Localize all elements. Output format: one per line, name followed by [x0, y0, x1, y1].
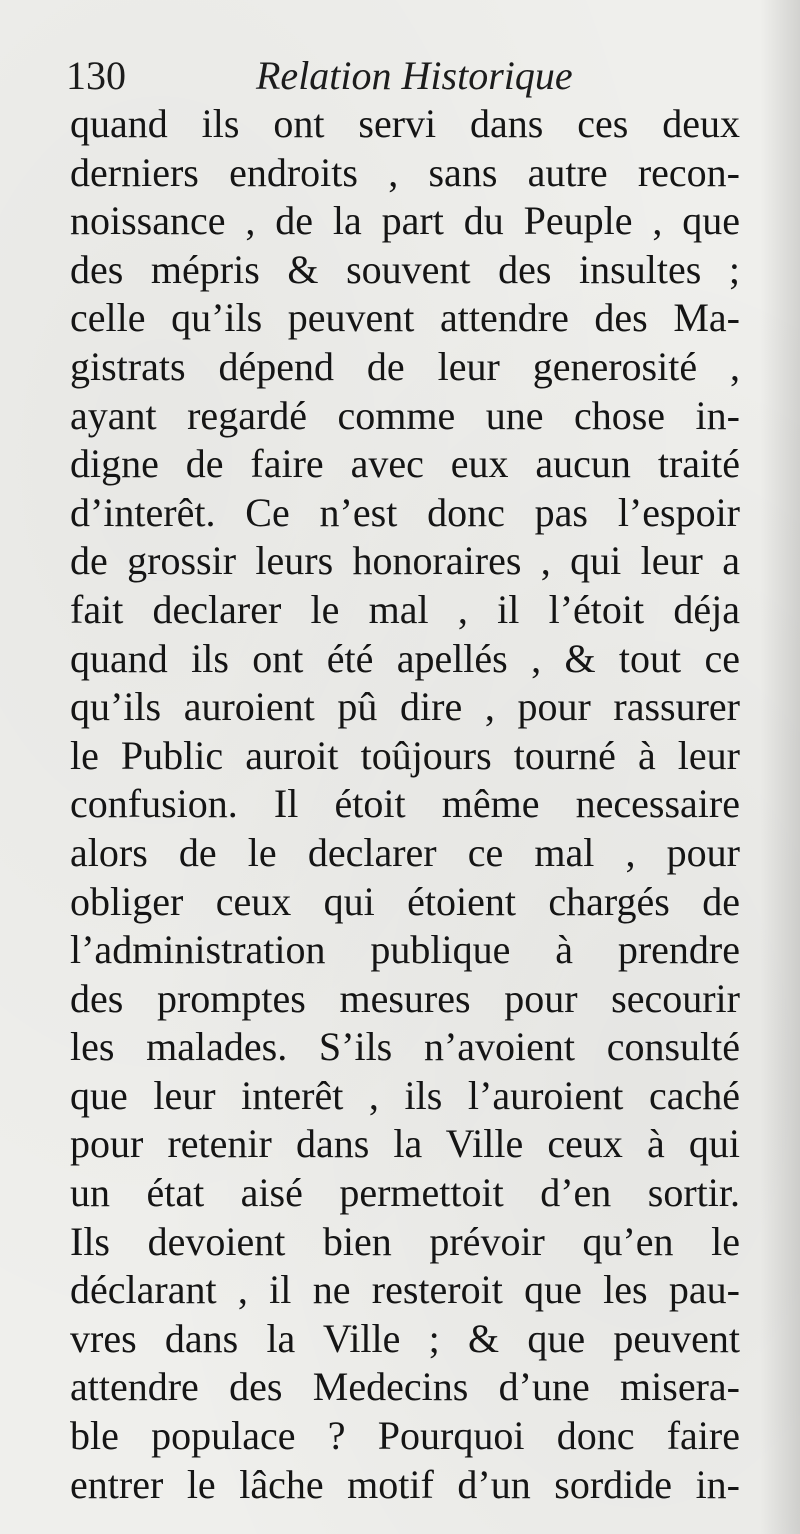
- text-line: l’administration publique à prendre: [70, 927, 740, 973]
- text-line: d’interêt. Ce n’est donc pas l’espoir: [70, 489, 740, 535]
- page-number: 130: [66, 53, 126, 98]
- text-line: quand ils ont été apellés , & tout ce: [70, 635, 740, 681]
- text-line: ayant regardé comme une chose in-: [70, 392, 740, 438]
- body-text: [70, 100, 740, 1509]
- text-line: confusion. Il étoit même necessaire: [70, 781, 740, 827]
- text-line: vres dans la Ville ; & que peuvent: [70, 1315, 740, 1361]
- text-line: entrer le lâche motif d’un sordide in-: [70, 1461, 740, 1507]
- running-head: [66, 50, 746, 102]
- text-line: déclarant , il ne resteroit que les pau-: [70, 1267, 740, 1313]
- text-line: noissance , de la part du Peuple , que: [70, 198, 740, 244]
- text-line: gistrats dépend de leur generosité ,: [70, 343, 740, 389]
- text-line: un état aisé permettoit d’en sortir.: [70, 1170, 740, 1216]
- text-line: alors de le declarer ce mal , pour: [70, 829, 740, 875]
- text-line: de grossir leurs honoraires , qui leur a: [70, 538, 740, 584]
- page-edge-shadow: [760, 0, 800, 1534]
- text-line: pour retenir dans la Ville ceux à qui: [70, 1121, 740, 1167]
- text-line: celle qu’ils peuvent attendre des Ma-: [70, 295, 740, 341]
- text-line: le Public auroit toûjours tourné à leur: [70, 732, 740, 778]
- text-line: quand ils ont servi dans ces deux: [70, 101, 740, 146]
- text-line: les malades. S’ils n’avoient consulté: [70, 1024, 740, 1070]
- text-line: que leur interêt , ils l’auroient caché: [70, 1072, 740, 1118]
- text-line: digne de faire avec eux aucun traité: [70, 441, 740, 487]
- text-line: fait declarer le mal , il l’étoit déja: [70, 586, 740, 632]
- text-line: des mépris & souvent des insultes ;: [70, 246, 740, 292]
- text-line: attendre des Medecins d’une misera-: [70, 1364, 740, 1410]
- running-title: Relation Historique: [256, 53, 573, 98]
- text-line: des promptes mesures pour secourir: [70, 975, 740, 1021]
- text-line: Ils devoient bien prévoir qu’en le: [70, 1218, 740, 1264]
- text-line: qu’ils auroient pû dire , pour rassurer: [70, 684, 740, 730]
- text-line: ble populace ? Pourquoi donc faire: [70, 1413, 740, 1459]
- text-line: derniers endroits , sans autre recon-: [70, 149, 740, 195]
- text-line: obliger ceux qui étoient chargés de: [70, 878, 740, 924]
